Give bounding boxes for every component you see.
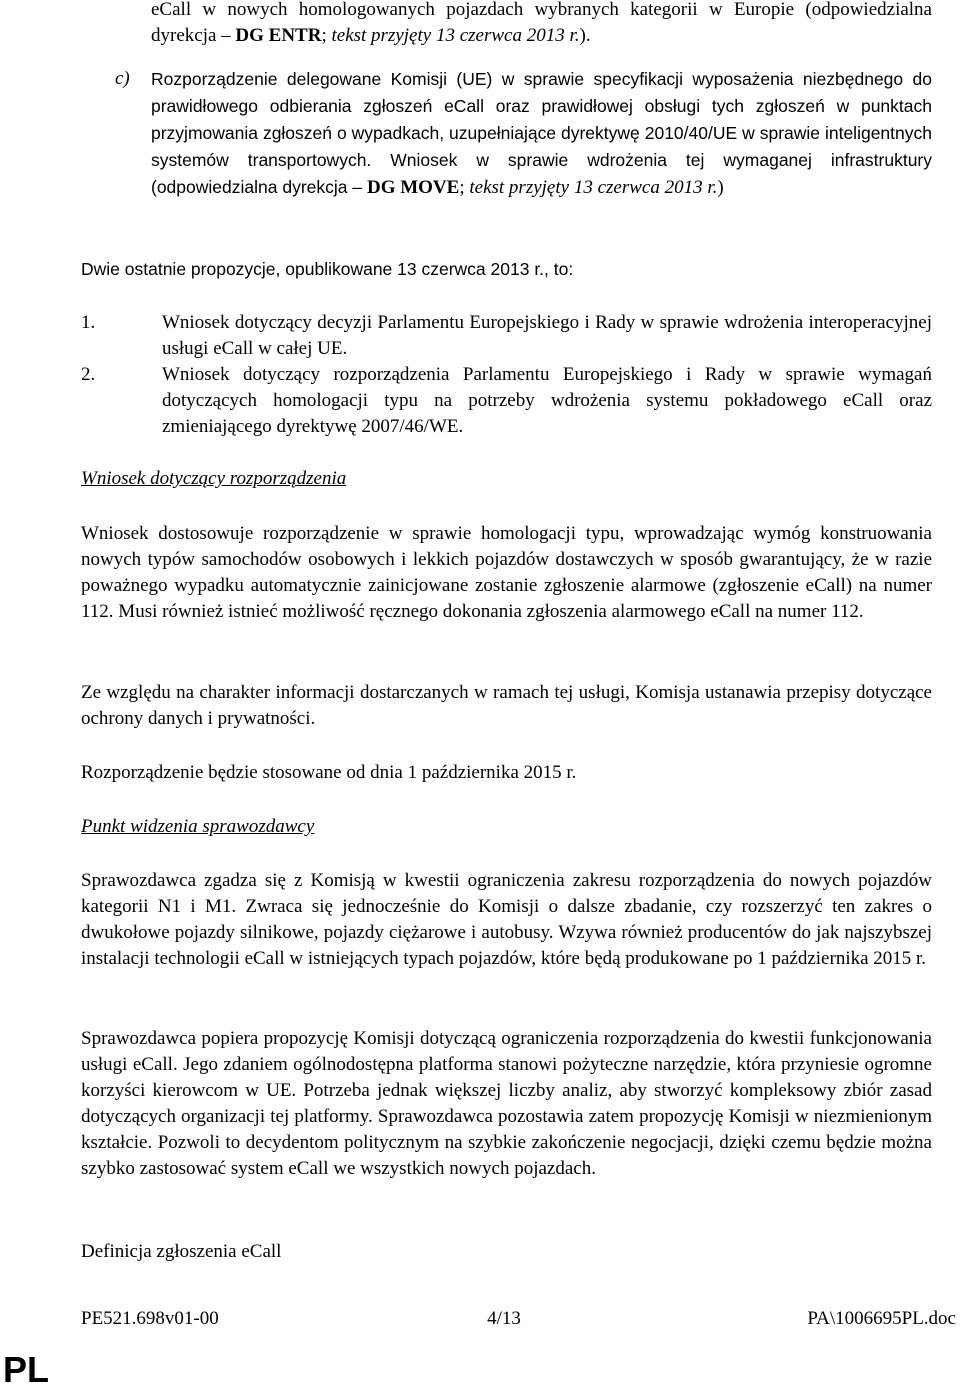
item-c-italic: tekst przyjęty 13 czerwca 2013 r. bbox=[469, 177, 718, 198]
item-c-text2: Wniosek w sprawie wdrożenia tej wymaganej infrastruktury (odpowiedzialna dyrekcja – bbox=[151, 150, 933, 197]
section2-p2c: Potrzeba jednak większej liczby analiz, aby stworzyć kompleksowy zbiór zasad dotyczących organizacji tej platformy. bbox=[81, 1080, 932, 1127]
section2-heading: Punkt widzenia sprawozdawcy bbox=[81, 816, 315, 837]
intro-line1: eCall w nowych homologowanych pojazdach wybranych kategorii w Europie bbox=[151, 0, 795, 20]
intro-dg: DG ENTR bbox=[235, 25, 322, 46]
section2-p2d: Sprawozdawca pozostawia zatem propozycję Komisji w niezmienionym kształcie. Pozwoli to decydentom politycznym na szybkie zakończenie negocjacji, dzięki czemu będzie można szybko zastosować system eCall we wszystkich nowych pojazdach. bbox=[81, 1106, 932, 1179]
section1-p1b: Musi również istnieć możliwość ręcznego dokonania zgłoszenia alarmowego eCall na numer 112. bbox=[113, 601, 864, 622]
item-c-label: c) bbox=[115, 68, 130, 89]
section1-paragraph-1 bbox=[81, 521, 932, 625]
footer-page-number: 4/13 bbox=[487, 1308, 521, 1329]
section2-paragraph-1 bbox=[81, 868, 932, 972]
section2-p2a: Sprawozdawca popiera propozycję Komisji dotyczącą ograniczenia rozporządzenia do kwestii funkcjonowania usługi eCall. bbox=[81, 1028, 932, 1075]
language-mark: PL bbox=[3, 1349, 50, 1390]
intro-close: ). bbox=[579, 25, 591, 46]
numbered-1-text: Wniosek dotyczący decyzji Parlamentu Europejskiego i Rady w sprawie wdrożenia interoperacyjnej usługi eCall w całej UE. bbox=[162, 312, 932, 359]
section2-p1a: Sprawozdawca zgadza się z Komisją w kwestii ograniczenia zakresu rozporządzenia do nowych pojazdów kategorii N1 i M1. bbox=[81, 870, 932, 917]
item-c-paragraph bbox=[151, 66, 932, 201]
section1-heading: Wniosek dotyczący rozporządzenia bbox=[81, 468, 347, 489]
section2-paragraph-2 bbox=[81, 1026, 932, 1182]
proposals-intro: Dwie ostatnie propozycje, opublikowane 13 czerwca 2013 r., to: bbox=[81, 259, 574, 279]
section2-p2b: Jego zdaniem ogólnodostępna platforma stanowi pożyteczne narzędzie, która przyniesie ogromne korzyści kierowcom w UE. bbox=[81, 1054, 932, 1101]
numbered-2-label: 2. bbox=[81, 364, 96, 385]
section1-p1a: Wniosek dostosowuje rozporządzenie w sprawie homologacji typu, wprowadzając wymóg konstruowania nowych typów samochodów osobowych i lekkich pojazdów dostawczych w sposób gwarantujący, że w razie poważnego wypadku automatycznie zainicjowane zostanie zgłoszenie alarmowe (zgłoszenie eCall) na numer 112. bbox=[81, 523, 932, 622]
section1-paragraph-2: Ze względu na charakter informacji dostarczanych w ramach tej usługi, Komisja ustanawia przepisy dotyczące ochrony danych i prywatności. bbox=[81, 682, 932, 729]
section2-p1b: Zwraca się jednocześnie do Komisji o dalsze zbadanie, czy rozszerzyć ten zakres o dwukołowe pojazdy silnikowe, pojazdy ciężarowe i autobusy. bbox=[81, 896, 932, 943]
definition-heading: Definicja zgłoszenia eCall bbox=[81, 1241, 282, 1262]
intro-line2-pre: (odpowiedzialna dyrekcja – bbox=[151, 0, 932, 46]
footer-file-name: PA\1006695PL.doc bbox=[807, 1308, 956, 1329]
intro-paragraph bbox=[151, 0, 932, 49]
section1-paragraph-3: Rozporządzenie będzie stosowane od dnia 1 października 2015 r. bbox=[81, 762, 577, 783]
item-c-sep: ; bbox=[459, 177, 470, 198]
numbered-1-label: 1. bbox=[81, 312, 96, 333]
section2-p1c: Wzywa również producentów do jak najszybszej instalacji technologii eCall w istniejących typach pojazdów, które będą produkowane po 1 października 2015 r. bbox=[81, 922, 932, 969]
footer-document-ref: PE521.698v01-00 bbox=[81, 1308, 219, 1329]
item-c-label-wrap bbox=[115, 66, 151, 92]
numbered-2-text: Wniosek dotyczący rozporządzenia Parlamentu Europejskiego i Rady w sprawie wymagań dotyczących homologacji typu na potrzeby wdrożenia systemu pokładowego eCall oraz zmieniającego dyrektywę 2007/46/WE. bbox=[162, 364, 932, 437]
item-c-text: Rozporządzenie delegowane Komisji (UE) w sprawie specyfikacji wyposażenia niezbędnego do prawidłowego odbierania zgłoszeń eCall oraz prawidłowej obsługi tych zgłoszeń w punktach przyjmowania zgłoszeń o wypadkach, uzupełniające dyrektywę 2010/40/UE w sprawie inteligentnych systemów transportowych. bbox=[151, 69, 932, 170]
item-c-dg: DG MOVE bbox=[366, 177, 460, 198]
item-c-close: ) bbox=[717, 177, 724, 198]
intro-sep: ; bbox=[321, 25, 332, 46]
intro-italic: tekst przyjęty 13 czerwca 2013 r. bbox=[331, 25, 580, 46]
